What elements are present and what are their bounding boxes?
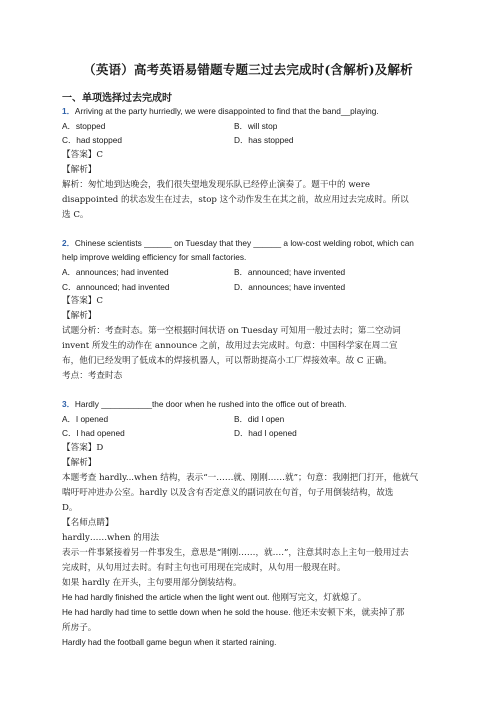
analysis-label: 【解析】 bbox=[62, 457, 97, 468]
analysis-line: 布，他们已经发明了低成本的焊接机器人，可以帮助提高小工厂焊接效率。故 C 正确。 bbox=[62, 356, 393, 367]
question-stem: 1．Arriving at the party hurriedly, we were disappointed to find that the band__playing. bbox=[62, 106, 379, 116]
options-row bbox=[62, 426, 436, 441]
tip-line: 表示一件事紧接着另一件事发生，意思是“刚刚……，就….”，注意其时态上主句一般用过去 bbox=[62, 547, 409, 558]
option-a: A．announces; had invented bbox=[62, 266, 169, 277]
option-b: B．announced; have invented bbox=[234, 266, 346, 277]
option-b: B．did I open bbox=[234, 413, 285, 424]
answer-label: 【答案】C bbox=[62, 296, 103, 307]
option-b: B．will stop bbox=[234, 120, 278, 131]
analysis-line: invent 所发生的动作在 announce 之前，故用过去完成时。句意：中国科学家在周二宣 bbox=[62, 341, 398, 352]
spacer bbox=[62, 384, 436, 397]
question-stem: 2．Chinese scientists ______ on Tuesday that they ______ a low-cost welding robot, which can bbox=[62, 237, 414, 248]
option-c: C．announced; had invented bbox=[62, 281, 170, 292]
example-sentence: 所房子。 bbox=[62, 622, 97, 633]
analysis-line: 喘吁吁冲进办公室。hardly 以及含有否定意义的副词放在句首，句子用倒装结构，故选 bbox=[62, 487, 394, 498]
analysis-line: 本题考查 hardly...when 结构，表示“一……就、刚刚……就”；句意：我刚把门打开，他就气 bbox=[62, 472, 419, 483]
analysis-line: 试题分析：考查时态。第一空根据时间状语 on Tuesday 可知用一般过去时；第二空动词 bbox=[62, 326, 401, 337]
analysis-line: disappointed 的状态发生在过去，stop 这个动作发生在其之前，故应用过去完成时。所以 bbox=[62, 194, 409, 205]
question-number: 2． bbox=[62, 237, 75, 248]
options-row bbox=[62, 119, 436, 134]
analysis-line: 选 C。 bbox=[62, 209, 89, 220]
analysis-line: 考点：考查时态 bbox=[62, 371, 123, 382]
option-c: C．I had opened bbox=[62, 428, 125, 439]
option-d: D．has stopped bbox=[234, 135, 294, 146]
question-1 bbox=[62, 104, 436, 223]
example-sentence: He had hardly had time to settle down when he sold the house. 他还未安顿下来，就卖掉了那 bbox=[62, 607, 405, 618]
analysis-line: D。 bbox=[62, 502, 78, 513]
question-stem: 3．Hardly ___________the door when he rushed into the office out of breath. bbox=[62, 399, 347, 410]
example-sentence: He had hardly finished the article when the light went out. 他刚写完文，灯就熄了。 bbox=[62, 592, 367, 603]
options-row bbox=[62, 133, 436, 148]
tip-line: hardly……when 的用法 bbox=[62, 532, 160, 543]
option-d: D．had I opened bbox=[234, 428, 297, 439]
options-row bbox=[62, 280, 436, 295]
analysis-line: 解析：匆忙地到达晚会，我们很失望地发现乐队已经停止演奏了。题干中的 were bbox=[62, 179, 370, 190]
example-sentence: Hardly had the football game begun when it started raining. bbox=[62, 637, 277, 647]
options-row bbox=[62, 265, 436, 280]
tip-line: 完成时，从句用过去时。有时主句也可用现在完成时，从句用一般现在时。 bbox=[62, 562, 346, 573]
analysis-label: 【解析】 bbox=[62, 164, 97, 175]
tip-label: 【名师点睛】 bbox=[62, 517, 114, 528]
option-a: A．stopped bbox=[62, 120, 106, 131]
question-2 bbox=[62, 236, 436, 384]
answer-label: 【答案】C bbox=[62, 149, 103, 160]
question-number: 1． bbox=[62, 106, 75, 116]
question-number: 3． bbox=[62, 399, 75, 410]
section-heading: 一、单项选择过去完成时 bbox=[62, 93, 172, 104]
answer-label: 【答案】D bbox=[62, 442, 104, 453]
option-d: D．announces; have invented bbox=[234, 281, 346, 292]
question-3 bbox=[62, 397, 436, 651]
option-c: C．had stopped bbox=[62, 135, 122, 146]
spacer bbox=[62, 223, 436, 236]
option-a: A．I opened bbox=[62, 413, 109, 424]
options-row bbox=[62, 412, 436, 427]
document-title: （英语）高考英语易错题专题三过去完成时(含解析)及解析 bbox=[83, 62, 413, 77]
tip-line: 如果 hardly 在开头，主句要用部分倒装结构。 bbox=[62, 577, 242, 588]
question-stem-continued: help improve welding efficiency for small factories. bbox=[62, 252, 247, 263]
document-content bbox=[62, 104, 436, 651]
analysis-label: 【解析】 bbox=[62, 311, 97, 322]
